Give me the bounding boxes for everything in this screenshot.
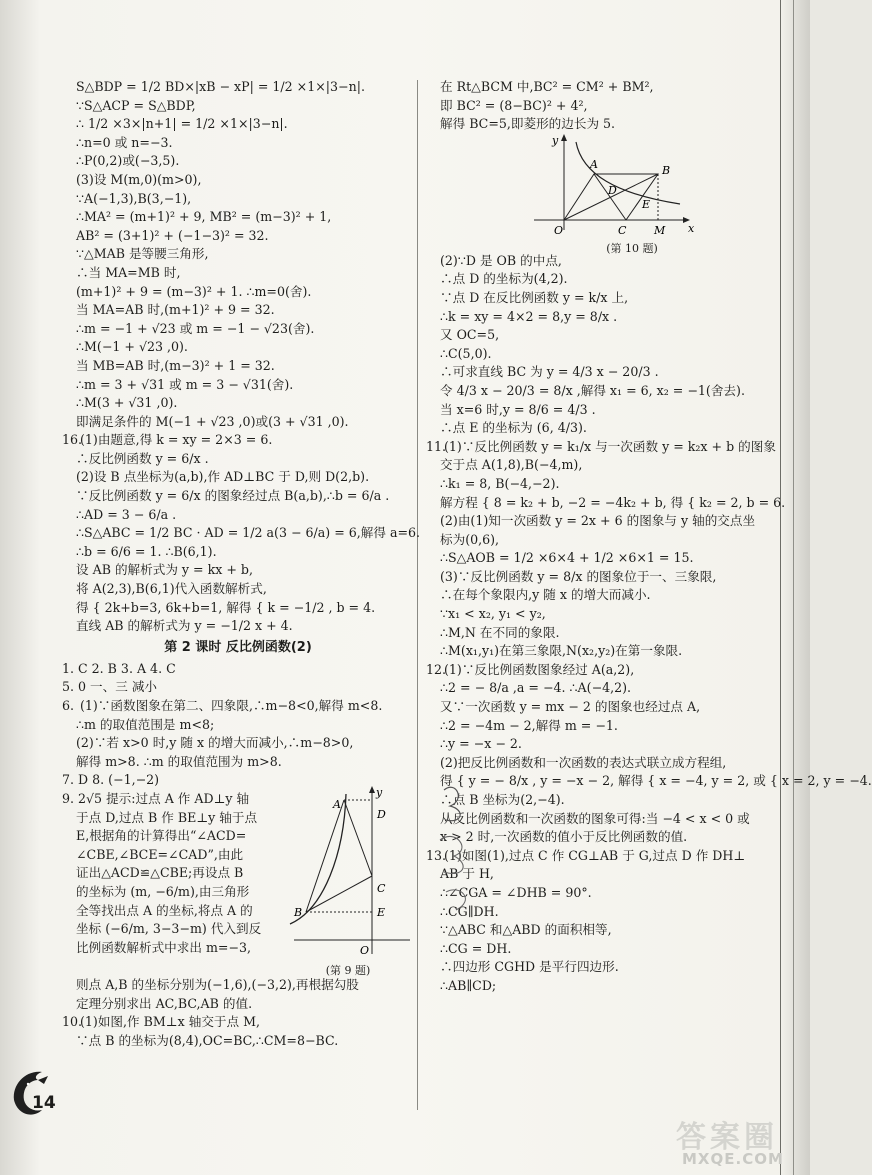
question-9-line: 全等找出点 A 的坐标,将点 A 的 bbox=[76, 902, 253, 918]
answer-line bbox=[62, 543, 414, 562]
answer-line bbox=[426, 512, 778, 531]
figure-10-graph bbox=[426, 134, 778, 238]
answer-text: ∵A(−1,3),B(3,−1), bbox=[76, 190, 192, 206]
page-number: 14 bbox=[32, 1093, 56, 1113]
question-9-block bbox=[62, 785, 414, 977]
left-column bbox=[62, 78, 421, 1050]
answer-block-1-8 bbox=[62, 660, 414, 790]
answer-text: ∴M,N 在不同的象限. bbox=[440, 624, 560, 640]
question-9-line: 于点 D,过点 B 作 BE⊥y 轴于点 bbox=[76, 809, 258, 825]
answer-line bbox=[426, 382, 778, 401]
answer-text: 当 x=6 时,y = 8/6 = 4/3 . bbox=[440, 401, 596, 417]
answer-line bbox=[62, 1032, 414, 1051]
answer-text: (2)把反比例函数和一次函数的表达式联立成方程组, bbox=[440, 754, 727, 770]
answer-text: AB² = (3+1)² + (−1−3)² = 32. bbox=[76, 227, 269, 243]
answer-line bbox=[62, 660, 414, 679]
answer-text: ∵点 B 的坐标为(8,4),OC=BC,∴CM=8−BC. bbox=[76, 1032, 339, 1048]
answer-text: 解得 BC=5,即菱形的边长为 5. bbox=[440, 116, 616, 132]
answer-line bbox=[426, 326, 778, 345]
answer-text: ∴在每个象限内,y 随 x 的增大而减小. bbox=[440, 587, 651, 603]
answer-text: (1)∵反比例函数 y = k₁/x 与一次函数 y = k₂x + b 的图象 bbox=[444, 438, 776, 454]
answer-text: ∴M(x₁,y₁)在第三象限,N(x₂,y₂)在第一象限. bbox=[440, 643, 683, 659]
answer-text: (m+1)² + 9 = (m−3)² + 1. ∴m=0(舍). bbox=[76, 283, 312, 299]
answer-line bbox=[62, 506, 414, 525]
answer-text: ∵S△ACP = S△BDP, bbox=[76, 97, 196, 113]
answer-text: 解方程 { 8 = k₂ + b, −2 = −4k₂ + b, 得 { k₂ = 2, b = 6. bbox=[440, 494, 786, 510]
answer-text: 从反比例函数和一次函数的图象可得:当 −4 < x < 0 或 bbox=[440, 810, 750, 826]
answer-text: 当 MA=AB 时,(m+1)² + 9 = 32. bbox=[76, 302, 275, 318]
question-number: 16. bbox=[62, 432, 83, 448]
answer-line bbox=[62, 734, 414, 753]
answer-text: ∴m 的取值范围是 m<8; bbox=[76, 716, 215, 732]
answer-text: (2)∵若 x>0 时,y 随 x 的增大而减小,∴m−8>0, bbox=[76, 735, 354, 751]
answer-text: 解得 m>8. ∴m 的取值范围为 m>8. bbox=[76, 753, 282, 769]
answer-line bbox=[426, 568, 778, 587]
answer-text: (1)如图,作 BM⊥x 轴交于点 M, bbox=[80, 1014, 261, 1030]
answer-text: 在 Rt△BCM 中,BC² = CM² + BM², bbox=[440, 79, 654, 94]
answer-text: ∴k₁ = 8, B(−4,−2). bbox=[440, 475, 560, 491]
answer-line bbox=[62, 301, 414, 320]
question-9-line: 的坐标为 (m, −6/m),由三角形 bbox=[76, 883, 250, 899]
pencil-scribble bbox=[436, 780, 496, 920]
answer-text: ∴n=0 或 n=−3. bbox=[76, 134, 173, 150]
answer-text: ∴反比例函数 y = 6/x . bbox=[76, 450, 209, 466]
answer-line bbox=[62, 468, 414, 487]
fig9-label-y: y bbox=[376, 785, 383, 799]
fig9-label-e: E bbox=[377, 905, 386, 919]
answer-line bbox=[62, 152, 414, 171]
answer-line bbox=[62, 283, 414, 302]
answer-text: ∴点 D 的坐标为(4,2). bbox=[440, 271, 568, 287]
answer-line bbox=[426, 642, 778, 661]
answer-line bbox=[426, 494, 786, 513]
answer-line bbox=[426, 289, 778, 308]
answer-line bbox=[62, 976, 414, 995]
answer-text: 交于点 A(1,8),B(−4,m), bbox=[440, 457, 583, 473]
answer-text: ∴四边形 CGHD 是平行四边形. bbox=[440, 959, 619, 975]
question-9-line: 比例函数解析式中求出 m=−3, bbox=[76, 939, 252, 955]
answer-line bbox=[426, 921, 778, 940]
figure-9-graph bbox=[284, 784, 412, 960]
answer-text: ∴M(−1 + √23 ,0). bbox=[76, 339, 188, 355]
fig10-label-c: C bbox=[618, 223, 627, 237]
answer-text: ∵△MAB 是等腰三角形, bbox=[76, 246, 209, 262]
answer-line bbox=[426, 940, 778, 959]
column-divider bbox=[417, 80, 418, 1110]
answer-line bbox=[426, 97, 778, 116]
answer-line bbox=[62, 524, 421, 543]
answer-block-10-cont bbox=[426, 78, 778, 134]
fig10-label-x: x bbox=[688, 221, 695, 235]
answer-text: (2)由(1)知一次函数 y = 2x + 6 的图象与 y 轴的交点坐 bbox=[440, 513, 756, 529]
answer-text: 得 { 2k+b=3, 6k+b=1, 解得 { k = −1/2 , b = 4. bbox=[76, 599, 376, 615]
answer-line bbox=[426, 475, 778, 494]
answer-line bbox=[426, 754, 778, 773]
answer-line bbox=[62, 716, 414, 735]
figure-10-caption: (第 10 题) bbox=[606, 241, 658, 255]
answer-text: ∴m = 3 + √31 或 m = 3 − √31(舍). bbox=[76, 376, 294, 392]
answer-line bbox=[426, 586, 778, 605]
answer-block-15-16 bbox=[62, 78, 421, 636]
answer-line bbox=[62, 320, 414, 339]
fig9-label-d: D bbox=[377, 807, 386, 821]
answer-text: (1)∵函数图象在第二、四象限,∴m−8<0,解得 m<8. bbox=[80, 698, 383, 713]
answer-text: ∴m = −1 + √23 或 m = −1 − √23(舍). bbox=[76, 320, 315, 336]
answer-text: ∴可求直线 BC 为 y = 4/3 x − 20/3 . bbox=[440, 364, 659, 380]
answer-line bbox=[62, 394, 414, 413]
fig10-label-y: y bbox=[552, 133, 559, 147]
fig10-label-o: O bbox=[554, 223, 564, 237]
answer-text: 令 4/3 x − 20/3 = 8/x ,解得 x₁ = 6, x₂ = −1(舍去). bbox=[440, 382, 745, 398]
answer-line bbox=[426, 735, 778, 754]
question-9-text bbox=[62, 790, 292, 957]
answer-line bbox=[426, 717, 778, 736]
answer-line bbox=[426, 363, 778, 382]
figure-9-caption: (第 9 题) bbox=[325, 963, 371, 977]
answer-line bbox=[62, 376, 414, 395]
answer-text: 即满足条件的 M(−1 + √23 ,0)或(3 + √31 ,0). bbox=[76, 413, 349, 429]
answer-line bbox=[62, 753, 414, 772]
answer-text: (2)设 B 点坐标为(a,b),作 AD⊥BC 于 D,则 D(2,b). bbox=[76, 469, 370, 485]
question-number: 12. bbox=[426, 661, 447, 677]
fig10-label-b: B bbox=[662, 163, 671, 177]
answer-block-9-10 bbox=[62, 976, 414, 1050]
answer-line bbox=[426, 958, 778, 977]
answer-text: ∴b = 6/6 = 1. ∴B(6,1). bbox=[76, 543, 217, 559]
question-9-line: 9. 2√5 提示:过点 A 作 AD⊥y 轴 bbox=[62, 790, 250, 806]
answer-text: S△BDP = 1/2 BD×|xB − xP| = 1/2 ×1×|3−n|. bbox=[76, 79, 365, 94]
answer-line bbox=[426, 419, 778, 438]
answer-line bbox=[426, 115, 778, 134]
fig9-label-b: B bbox=[294, 905, 303, 919]
answer-text: ∵点 D 在反比例函数 y = k/x 上, bbox=[440, 289, 629, 305]
answer-line bbox=[426, 549, 778, 568]
section-title: 第 2 课时 反比例函数(2) bbox=[164, 639, 312, 655]
answer-line bbox=[62, 1013, 414, 1032]
fig10-label-d: D bbox=[608, 183, 617, 197]
answer-text: ∴M(3 + √31 ,0). bbox=[76, 395, 178, 411]
answer-text: ∴C(5,0). bbox=[440, 345, 492, 361]
fig10-label-m: M bbox=[654, 223, 666, 237]
question-9-line: 证出△ACD≌△CBE;再设点 B bbox=[76, 865, 244, 881]
answer-line bbox=[426, 456, 778, 475]
question-number: 13. bbox=[426, 847, 447, 863]
answer-line bbox=[62, 450, 414, 469]
answer-text: 又 OC=5, bbox=[440, 327, 500, 343]
answer-line bbox=[426, 345, 778, 364]
answer-line bbox=[62, 599, 414, 618]
answer-line bbox=[62, 697, 414, 716]
answer-line bbox=[62, 134, 414, 153]
answer-text: AB 于 H, bbox=[440, 866, 494, 882]
answer-line bbox=[62, 338, 414, 357]
answer-text: ∴点 E 的坐标为 (6, 4/3). bbox=[440, 420, 587, 436]
answer-text: ∵反比例函数 y = 6/x 的图象经过点 B(a,b),∴b = 6/a . bbox=[76, 488, 390, 504]
answer-text: ∴∠CGA = ∠DHB = 90°. bbox=[440, 884, 592, 900]
answer-text: 1. C 2. B 3. A 4. C bbox=[62, 660, 176, 676]
answer-text: (3)∵反比例函数 y = 8/x 的图象位于一、三象限, bbox=[440, 568, 717, 584]
answer-text: (1)如图(1),过点 C 作 CG⊥AB 于 G,过点 D 作 DH⊥ bbox=[444, 847, 746, 863]
watermark-logo: 答案圈 bbox=[676, 1120, 778, 1155]
question-number: 6. bbox=[62, 698, 75, 713]
page-edge-line bbox=[780, 0, 781, 1175]
answer-line bbox=[62, 208, 414, 227]
answer-text: 直线 AB 的解析式为 y = −1/2 x + 4. bbox=[76, 618, 293, 634]
answer-line bbox=[426, 438, 778, 457]
question-9-line: E,根据角的计算得出“∠ACD= bbox=[76, 828, 247, 844]
answer-line bbox=[62, 487, 414, 506]
answer-line bbox=[62, 357, 414, 376]
answer-line bbox=[62, 78, 414, 97]
answer-line bbox=[426, 977, 778, 996]
answer-line bbox=[426, 698, 778, 717]
answer-text: ∴2 = −4m − 2,解得 m = −1. bbox=[440, 717, 618, 733]
question-9-line: ∠CBE,∠BCE=∠CAD”,由此 bbox=[76, 846, 244, 862]
answer-text: 定理分别求出 AC,BC,AB 的值. bbox=[76, 995, 253, 1011]
answer-line bbox=[426, 661, 778, 680]
answer-text: ∴AB∥CD; bbox=[440, 977, 497, 993]
figure-10 bbox=[426, 133, 778, 255]
answer-line bbox=[426, 270, 778, 289]
answer-line bbox=[62, 431, 414, 450]
answer-text: ∴k = xy = 4×2 = 8,y = 8/x . bbox=[440, 308, 618, 324]
answer-line bbox=[62, 171, 414, 190]
fig9-label-c: C bbox=[377, 881, 386, 895]
answer-text: ∴点 B 坐标为(2,−4). bbox=[440, 792, 565, 807]
answer-text: ∴S△ABC = 1/2 BC · AD = 1/2 a(3 − 6/a) = 6,解得 a=6. bbox=[76, 525, 421, 541]
answer-line bbox=[62, 190, 414, 209]
answer-text: (2)∵D 是 OB 的中点, bbox=[440, 252, 562, 268]
answer-line bbox=[62, 580, 414, 599]
answer-line bbox=[426, 531, 778, 550]
answer-text: 将 A(2,3),B(6,1)代入函数解析式, bbox=[76, 581, 267, 597]
fig10-label-a: A bbox=[590, 157, 598, 171]
answer-line bbox=[62, 678, 414, 697]
answer-text: 则点 A,B 的坐标分别为(−1,6),(−3,2),再根据勾股 bbox=[76, 976, 359, 992]
answer-line bbox=[62, 227, 414, 246]
answer-line bbox=[426, 401, 778, 420]
answer-text: ∴MA² = (m+1)² + 9, MB² = (m−3)² + 1, bbox=[76, 209, 332, 225]
answer-text: ∴y = −x − 2. bbox=[440, 736, 522, 752]
answer-text: ∴ 1/2 ×3×|n+1| = 1/2 ×1×|3−n|. bbox=[76, 116, 288, 132]
answer-line bbox=[426, 308, 778, 327]
figure-9 bbox=[284, 784, 412, 977]
answer-text: ∴CG∥DH. bbox=[440, 903, 499, 919]
answer-line bbox=[62, 617, 414, 636]
answer-line bbox=[62, 995, 414, 1014]
answer-line bbox=[62, 115, 414, 134]
answer-text: 标为(0,6), bbox=[440, 531, 500, 547]
answer-line bbox=[62, 561, 414, 580]
answer-line bbox=[62, 97, 414, 116]
fig10-label-e: E bbox=[642, 197, 651, 211]
answer-line bbox=[426, 679, 778, 698]
answer-text: x > 2 时,一次函数的值小于反比例函数的值. bbox=[440, 829, 688, 845]
answer-line bbox=[426, 624, 778, 643]
answer-line bbox=[426, 78, 778, 97]
question-number: 10. bbox=[62, 1014, 83, 1030]
answer-text: ∴CG = DH. bbox=[440, 940, 512, 956]
question-number: 11. bbox=[426, 438, 447, 454]
answer-line bbox=[62, 245, 414, 264]
answer-text: 7. D 8. (−1,−2) bbox=[62, 772, 160, 788]
answer-text: ∵x₁ < x₂, y₁ < y₂, bbox=[440, 606, 546, 622]
page-edge-line bbox=[793, 0, 794, 1175]
answer-text: ∵△ABC 和△ABD 的面积相等, bbox=[440, 922, 612, 938]
answer-text: ∴当 MA=MB 时, bbox=[76, 264, 181, 280]
answer-text: ∴P(0,2)或(−3,5). bbox=[76, 153, 180, 169]
watermark-url: MXQE.COM bbox=[682, 1150, 784, 1168]
answer-text: ∴AD = 3 − 6/a . bbox=[76, 506, 177, 522]
answer-text: 5. 0 一、三 减小 bbox=[62, 679, 158, 695]
answer-line bbox=[62, 264, 414, 283]
answer-text: ∴S△AOB = 1/2 ×6×4 + 1/2 ×6×1 = 15. bbox=[440, 550, 694, 566]
answer-text: ∴2 = − 8/a ,a = −4. ∴A(−4,2). bbox=[440, 680, 632, 696]
answer-text: (1)∵反比例函数图象经过 A(a,2), bbox=[444, 661, 635, 677]
fig9-label-a: A bbox=[333, 797, 341, 811]
answer-text: 又∵一次函数 y = mx − 2 的图象也经过点 A, bbox=[440, 699, 701, 715]
answer-text: 当 MB=AB 时,(m−3)² + 1 = 32. bbox=[76, 357, 275, 373]
answer-text: 得 { y = − 8/x , y = −x − 2, 解得 { x = −4, y = 2, 或 { x = 2, y = −4. bbox=[440, 773, 872, 789]
answer-text: (3)设 M(m,0)(m>0), bbox=[76, 171, 202, 187]
answer-text: 设 AB 的解析式为 y = kx + b, bbox=[76, 562, 253, 578]
question-9-line: 坐标 (−6/m, 3−3−m) 代入到反 bbox=[76, 921, 262, 937]
answer-line bbox=[62, 413, 414, 432]
answer-line bbox=[426, 605, 778, 624]
answer-text: (1)由题意,得 k = xy = 2×3 = 6. bbox=[80, 432, 273, 448]
fig9-label-o: O bbox=[360, 943, 370, 957]
answer-text: 即 BC² = (8−BC)² + 4², bbox=[440, 97, 588, 113]
